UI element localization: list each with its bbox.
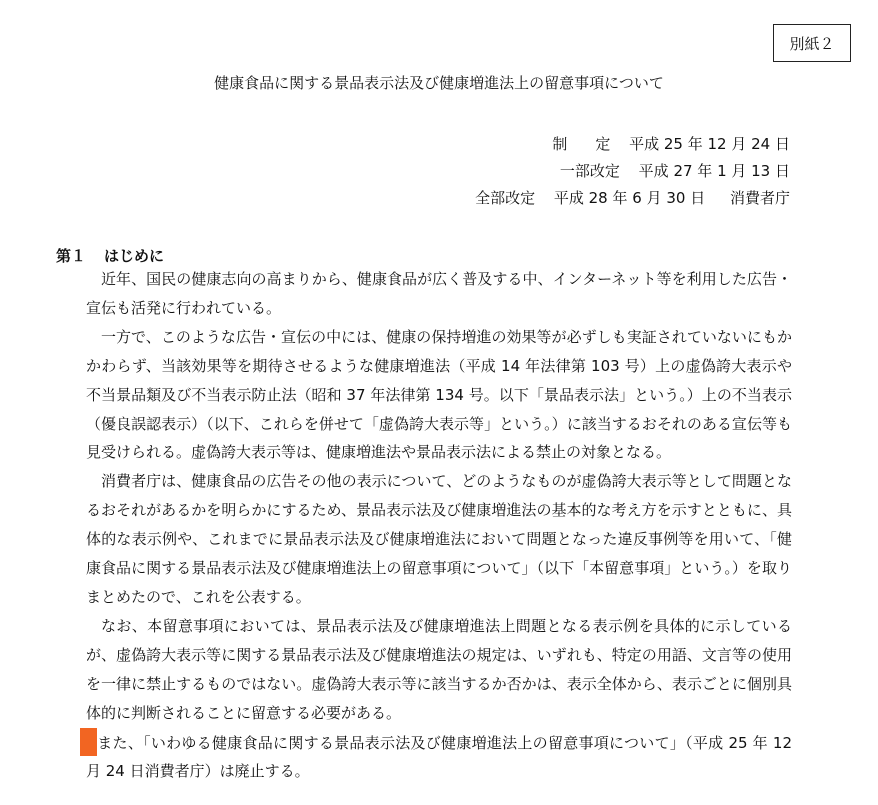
paragraph-final-text: また、「いわゆる健康食品に関する景品表示法及び健康増進法上の留意事項について」（平成 25 年 12 月 24 日消費者庁）は廃止する。 [86, 733, 792, 781]
revision-date: 平成 27 年 1 月 13 日 [638, 162, 790, 180]
revision-label: 一部改定 [559, 162, 620, 180]
revision-org: 消費者庁 [729, 189, 790, 207]
revision-row-partial [475, 158, 790, 185]
paragraph: 近年、国民の健康志向の高まりから、健康食品が広く普及する中、インターネット等を利用した広告・宣伝も活発に行われている。 [86, 270, 792, 317]
revision-history [475, 131, 790, 212]
section-number: 第１ [56, 247, 87, 265]
revision-date: 平成 25 年 12 月 24 日 [629, 135, 790, 153]
revision-row-full [475, 185, 790, 212]
revision-label: 全部改定 [475, 189, 536, 207]
highlight-marker [80, 728, 97, 756]
attachment-label: 別紙２ [773, 24, 851, 62]
section-body [86, 265, 792, 786]
revision-date: 平成 28 年 6 月 30 日 [553, 189, 706, 207]
document-title: 健康食品に関する景品表示法及び健康増進法上の留意事項について [214, 74, 664, 92]
paragraph: 消費者庁は、健康食品の広告その他の表示について、どのようなものが虚偽誇大表示等として問題となるおそれがあるかを明らかにするため、景品表示法及び健康増進法の基本的な考え方を示すとともに、具体的な表示例や、これまでに景品表示法及び健康増進法において問題となった違反事例等を用いて、「健康食品に関する景品表示法及び健康増進法上の留意事項について」（以下「本留意事項」という。）を取りまとめたので、これを公表する。 [86, 472, 792, 606]
section-title: はじめに [104, 247, 165, 265]
section-heading [56, 245, 164, 266]
paragraph-final [86, 728, 792, 787]
revision-row-established [475, 131, 790, 158]
paragraph: 一方で、このような広告・宣伝の中には、健康の保持増進の効果等が必ずしも実証されていないにもかかわらず、当該効果等を期待させるような健康増進法（平成 14 年法律第 103 号）上の虚偽誇大表示や不当景品類及び不当表示防止法（昭和 37 年法律第 134 号。以下「景品表示法」という。）上の不当表示（優良誤認表示）（以下、これらを併せて「虚偽誇大表示等」という。）に該当するおそれのある宣伝等も見受けられる。虚偽誇大表示等は、健康増進法や景品表示法による禁止の対象となる。 [86, 327, 792, 462]
revision-label: 制定 [552, 135, 639, 153]
paragraph: なお、本留意事項においては、景品表示法及び健康増進法上問題となる表示例を具体的に示しているが、虚偽誇大表示等に関する景品表示法及び健康増進法の規定は、いずれも、特定の用語、文言等の使用を一律に禁止するものではない。虚偽誇大表示等に該当するか否かは、表示全体から、表示ごとに個別具体的に判断されることに留意する必要がある。 [86, 616, 792, 722]
